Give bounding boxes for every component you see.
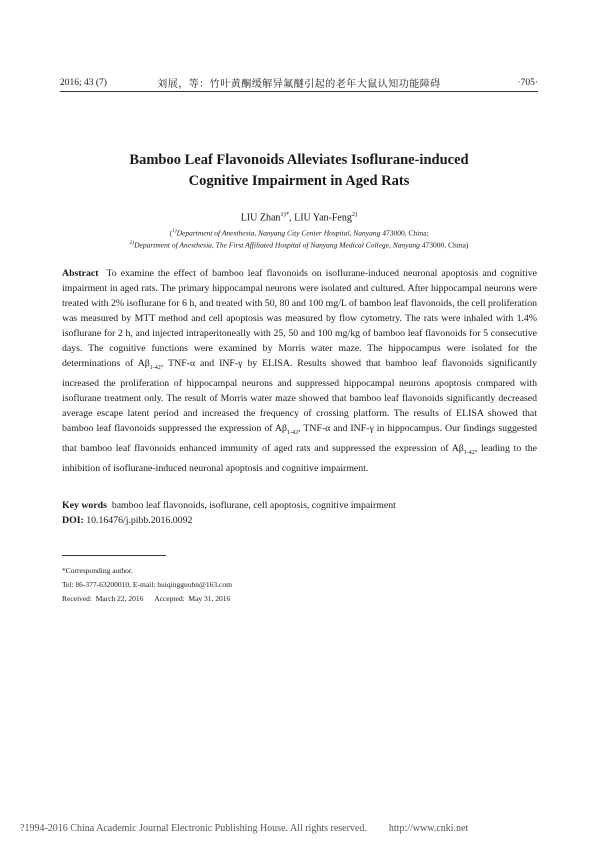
abstract-text: , TNF-α and INF-γ by ELISA. Results showed that bamboo leaf flavonoids significantly increased the proliferation of hippocampal neurons and suppressed hippocampal neurons apoptosis compared with isoflurane treatment only. The result of Morris water maze showed that bamboo leaf flavonoids significantly decreased average escape latent period and increased the frequency of crossing platform. The results of ELISA showed that bamboo leaf flavonoids suppressed the expression of Aβ xyxy=(62,358,537,434)
footnote-rule xyxy=(62,555,166,556)
subscript: 1-42 xyxy=(286,429,298,436)
abstract-text: To examine the effect of bamboo leaf flavonoids on isoflurane-induced neuronal apoptosis and cognitive impairment in aged rats. The primary hippocampal neurons were isolated and cultured. After hippocampal neurons were treated with 2% isoflurane for 6 h, and treated with 50, 80 and 100 mg/L of bamboo leaf flavonoids, the cell proliferation was measured by MTT method and cell apoptosis was measured by flow cytometry. The rats were inhaled with 1.4% isoflurane for 2 h, and injected intraperitoneally with 25, 50 and 100 mg/kg of bamboo leaf flavonoids for 5 consecutive days. The cognitive functions were examined by Morris water maze. The hippocampus were isolated for the determinations of Aβ xyxy=(62,268,538,369)
title-line-1: Bamboo Leaf Flavonoids Alleviates Isoflurane-induced xyxy=(129,152,469,168)
page-footer xyxy=(20,823,580,834)
doi-value: 10.16476/j.pibb.2016.0092 xyxy=(86,515,193,526)
author-list xyxy=(60,211,538,223)
footnote-corresponding: *Corresponding author. xyxy=(62,566,133,575)
footer-url: http://www.cnki.net xyxy=(388,823,469,834)
abstract-label: Abstract xyxy=(62,268,99,279)
keywords-text: bamboo leaf flavonoids, isoflurane, cell apoptosis, cognitive impairment xyxy=(111,500,396,511)
doi-line xyxy=(62,515,537,526)
author-superscript: 1)* xyxy=(280,211,290,218)
header-rule xyxy=(60,91,538,92)
affiliation-postcode: 473000, China; xyxy=(380,228,429,238)
affiliation-2 xyxy=(60,240,538,250)
footnote-contact: Tel: 86-377-63200010, E-mail: huiqingguohn@163.com xyxy=(62,580,232,589)
author-name: LIU Yan-Feng xyxy=(294,212,352,224)
article-title xyxy=(60,150,538,192)
footnote-dates: Received: March 22, 2016 Accepted: May 31, 2016 xyxy=(62,594,231,603)
affiliation-text: Department of Anesthesia, Nanyang City Center Hospital, Nanyang xyxy=(176,228,381,238)
subscript: 1-42 xyxy=(463,449,475,456)
author-superscript: 2) xyxy=(351,211,358,218)
keywords-label: Key words xyxy=(62,500,107,511)
abstract xyxy=(62,266,537,476)
running-header xyxy=(60,72,538,92)
keywords xyxy=(62,500,537,511)
copyright-notice: ?1994-2016 China Academic Journal Electronic Publishing House. All rights reserved. xyxy=(20,823,367,834)
affiliation-superscript: 2) xyxy=(129,240,135,246)
affiliation-text: Department of Anesthesia, The First Affiliated Hospital of Nanyang Medical College, Nanyang xyxy=(134,240,420,250)
abstract-text: , TNF-α and INF-γ in hippocampus. Our findings suggested that bamboo leaf flavonoids enhanced immunity of aged rats and suppressed the expression of Aβ xyxy=(62,422,537,454)
author-name: LIU Zhan xyxy=(240,212,281,224)
journal-year-issue: 2016; 43 (7) xyxy=(60,78,107,88)
subscript: 1-42 xyxy=(149,364,161,371)
affiliation-1: ($^{1)}$Department of Anesthesia, Nanyang City Center Hospital, Nanyang 473000, China; xyxy=(169,228,429,238)
affiliation-postcode: 473000, China) xyxy=(419,240,469,250)
page-number: ·705· xyxy=(517,78,538,88)
title-line-2: Cognitive Impairment in Aged Rats xyxy=(188,173,410,189)
affiliation-superscript: 1) xyxy=(171,228,177,234)
doi-label: DOI: xyxy=(62,515,84,526)
running-title: 刘展，等：竹叶黄酮缓解异氟醚引起的老年大鼠认知功能障碍 xyxy=(157,79,441,90)
abstract-text: , leading to the inhibition of isoflurane-induced neuronal apoptosis and cognitive impairment. xyxy=(62,442,537,474)
author-separator: , xyxy=(289,212,295,224)
